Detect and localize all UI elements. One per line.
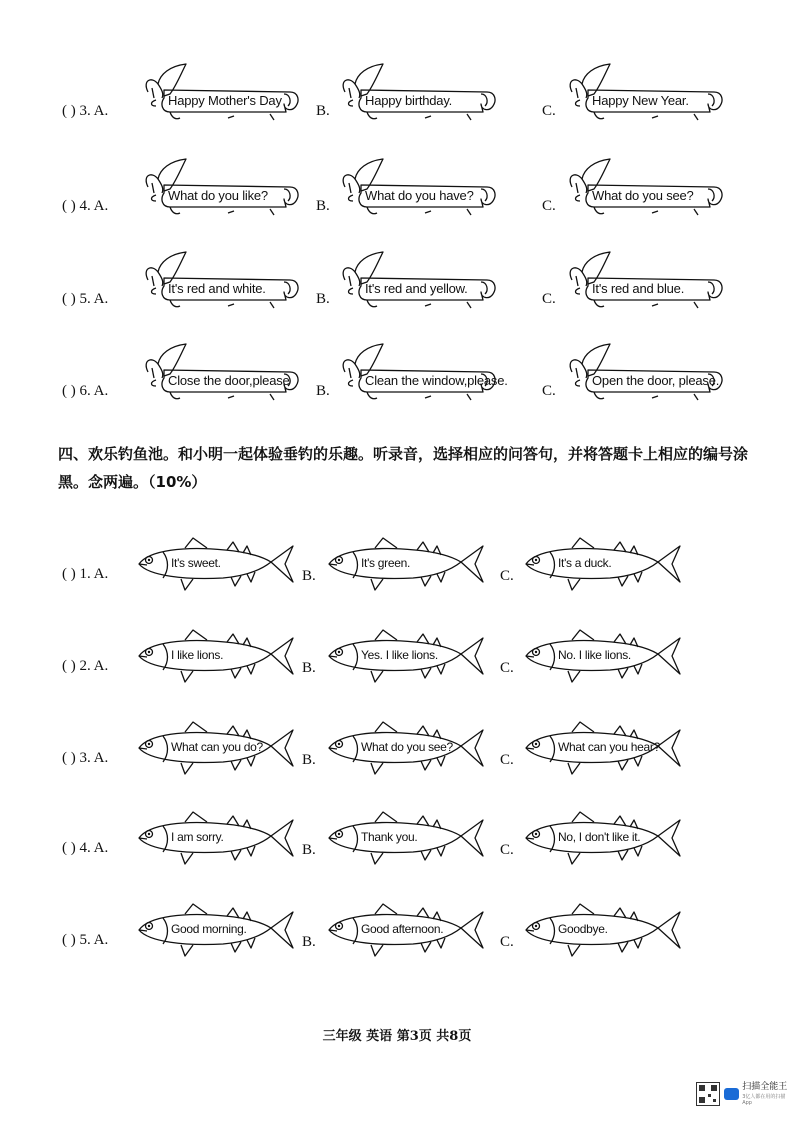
question-number: ( ) 3. A. xyxy=(62,103,109,119)
fish-option-text: It's sweet. xyxy=(171,556,221,570)
question-number: ( ) 4. A. xyxy=(62,198,109,214)
fish-option-text: Thank you. xyxy=(361,830,418,844)
scroll-option xyxy=(564,165,724,225)
option-letter: C. xyxy=(500,842,514,858)
scanner-logo-icon xyxy=(724,1088,740,1100)
question-number: ( ) 3. A. xyxy=(62,750,109,766)
scroll-option-text: It's red and white. xyxy=(168,281,266,296)
scroll-option xyxy=(564,70,724,130)
option-letter: B. xyxy=(302,568,316,584)
question-number: ( ) 5. A. xyxy=(62,291,109,307)
fish-option-text: What can you do? xyxy=(171,740,263,754)
scroll-option-text: Open the door, please. xyxy=(592,373,720,388)
qr-code-icon xyxy=(696,1082,720,1106)
scroll-option-text: Happy Mother's Day xyxy=(168,93,282,108)
question-number: ( ) 2. A. xyxy=(62,658,109,674)
fish-option xyxy=(325,720,485,780)
scroll-option-text: What do you see? xyxy=(592,188,694,203)
scroll-option-text: It's red and blue. xyxy=(592,281,685,296)
fish-option-text: No. I like lions. xyxy=(558,648,631,662)
scroll-option xyxy=(140,258,300,318)
question-number: ( ) 1. A. xyxy=(62,566,109,582)
scroll-option-text: It's red and yellow. xyxy=(365,281,468,296)
option-letter: C. xyxy=(500,568,514,584)
option-letter: C. xyxy=(542,198,556,214)
fish-option xyxy=(135,902,295,962)
option-letter: B. xyxy=(302,752,316,768)
scroll-option-text: What do you have? xyxy=(365,188,474,203)
option-letter: C. xyxy=(542,103,556,119)
option-letter: B. xyxy=(302,660,316,676)
option-letter: C. xyxy=(542,383,556,399)
scroll-option xyxy=(140,165,300,225)
option-letter: B. xyxy=(316,383,330,399)
scroll-option xyxy=(337,165,497,225)
fish-option xyxy=(325,536,485,596)
fish-option xyxy=(135,720,295,780)
question-number: ( ) 6. A. xyxy=(62,383,109,399)
scanner-watermark xyxy=(696,1082,794,1106)
option-letter: C. xyxy=(542,291,556,307)
fish-option-text: What do you see? xyxy=(361,740,453,754)
watermark-name: 扫描全能王 xyxy=(742,1082,788,1092)
question-number: ( ) 5. A. xyxy=(62,932,109,948)
fish-option xyxy=(522,536,682,596)
scroll-option-text: Happy birthday. xyxy=(365,93,453,108)
fish-option xyxy=(325,810,485,870)
scroll-option-text: Close the door,please xyxy=(168,373,290,388)
option-letter: B. xyxy=(316,291,330,307)
scroll-option xyxy=(337,350,508,410)
fish-option-text: Good afternoon. xyxy=(361,922,444,936)
page-footer: 三年级 英语 第3页 共8页 xyxy=(322,1029,472,1044)
scroll-option xyxy=(564,350,724,410)
fish-option-text: I am sorry. xyxy=(171,830,224,844)
fish-option-text: Goodbye. xyxy=(558,922,608,936)
option-letter: C. xyxy=(500,660,514,676)
option-letter: C. xyxy=(500,934,514,950)
fish-option-text: What can you hear? xyxy=(558,740,660,754)
scroll-option-text: Clean the window,please. xyxy=(365,373,508,388)
scroll-option-text: What do you like? xyxy=(168,188,268,203)
option-letter: C. xyxy=(500,752,514,768)
option-letter: B. xyxy=(302,934,316,950)
fish-option xyxy=(522,902,682,962)
scroll-option xyxy=(337,258,497,318)
fish-option xyxy=(325,628,485,688)
scroll-option xyxy=(564,258,724,318)
fish-option-text: No, I don't like it. xyxy=(558,830,641,844)
scroll-option xyxy=(337,70,497,130)
fish-option-text: Yes. I like lions. xyxy=(361,648,438,662)
option-letter: B. xyxy=(316,198,330,214)
fish-option-text: I like lions. xyxy=(171,648,224,662)
fish-option xyxy=(522,810,682,870)
scroll-option xyxy=(140,350,300,410)
scroll-option xyxy=(140,70,300,130)
fish-option-text: Good morning. xyxy=(171,922,247,936)
section-4-title: 四、欢乐钓鱼池。和小明一起体验垂钓的乐趣。听录音，选择相应的问答句，并将答题卡上相应的编号涂黑。念两遍。（10%） xyxy=(58,445,749,491)
option-letter: B. xyxy=(316,103,330,119)
watermark-subtitle: 3亿人都在用的扫描App xyxy=(742,1094,786,1106)
scroll-option-text: Happy New Year. xyxy=(592,93,689,108)
fish-option-text: It's a duck. xyxy=(558,556,612,570)
fish-option xyxy=(522,628,682,688)
option-letter: B. xyxy=(302,842,316,858)
fish-option-text: It's green. xyxy=(361,556,411,570)
question-number: ( ) 4. A. xyxy=(62,840,109,856)
fish-option xyxy=(325,902,485,962)
fish-option xyxy=(522,720,682,780)
fish-option xyxy=(135,810,295,870)
fish-option xyxy=(135,628,295,688)
fish-option xyxy=(135,536,295,596)
